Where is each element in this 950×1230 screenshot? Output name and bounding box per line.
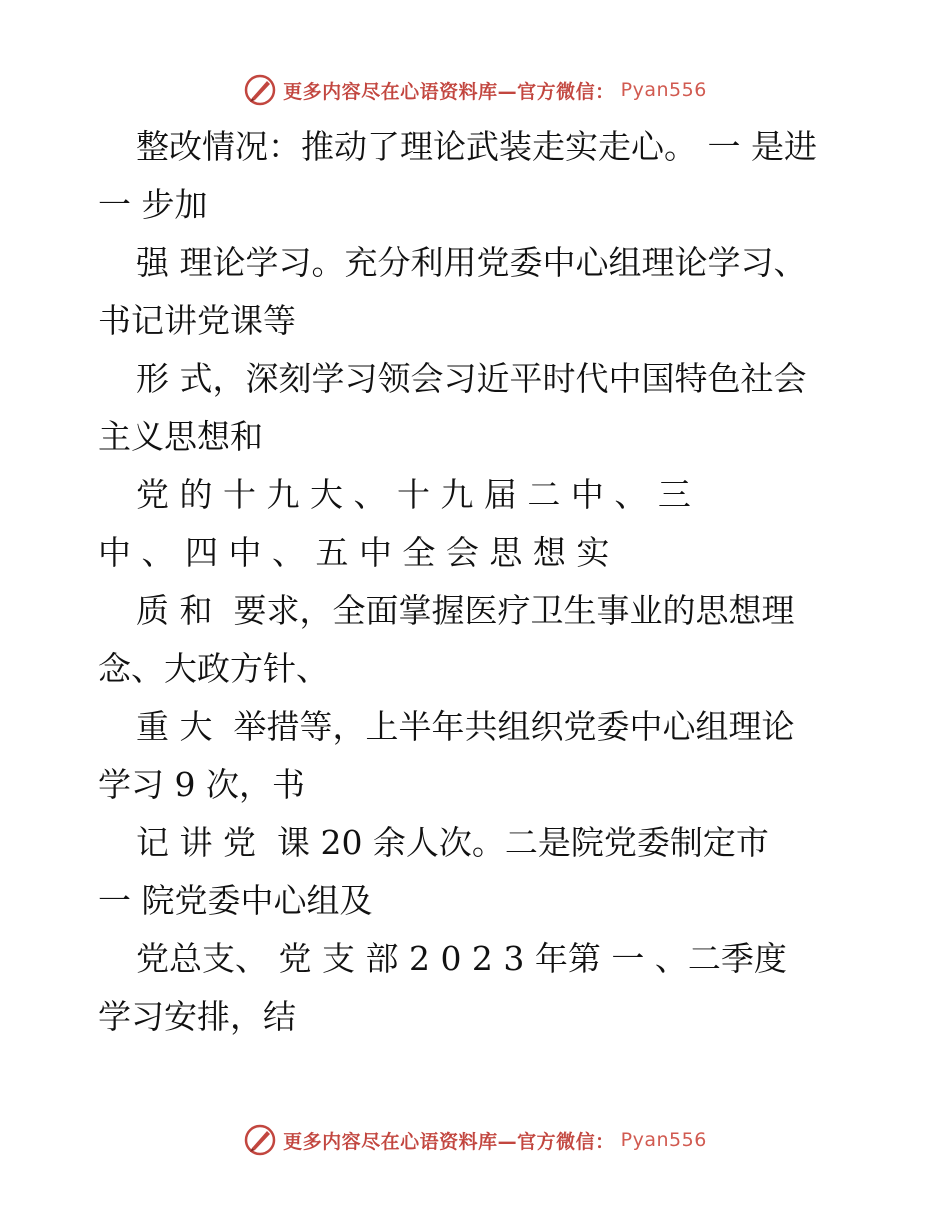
text-line: 记 讲 党 课 20 余人次。二是院党委制定市	[136, 823, 769, 862]
text-line: 党 的 十 九 大 、 十 九 届 二 中 、 三	[136, 475, 691, 514]
text-line: 形 式，深刻学习领会习近平时代中国特色社会	[136, 359, 807, 398]
header-watermark	[0, 70, 950, 110]
watermark-text: 更多内容尽在心语资料库—官方微信：	[283, 1130, 615, 1153]
footer-watermark	[0, 1120, 950, 1160]
text-line: 念、大政方针、	[98, 649, 329, 688]
text-line: 主义思想和	[98, 417, 263, 456]
text-line: 学习 9 次，书	[98, 765, 305, 804]
quill-logo-icon	[243, 1123, 277, 1157]
document-body	[98, 118, 858, 1046]
text-line: 一 院党委中心组及	[98, 881, 373, 920]
text-line: 质 和 要求，全面掌握医疗卫生事业的思想理	[136, 591, 795, 630]
text-line: 学习安排，结	[98, 997, 296, 1036]
quill-logo-icon	[243, 73, 277, 107]
text-line: 强 理论学习。充分利用党委中心组理论学习、	[136, 243, 807, 282]
text-line: 党总支、 党 支 部 2 0 2 3 年第 一 、二季度	[136, 939, 787, 978]
watermark-wechat-id: Pyan556	[620, 79, 707, 101]
watermark-wechat-id: Pyan556	[620, 1129, 707, 1151]
text-line: 整改情况：推动了理论武装走实走心。 一 是进	[136, 127, 817, 166]
text-line: 一 步加	[98, 185, 208, 224]
watermark-text: 更多内容尽在心语资料库—官方微信：	[283, 80, 615, 103]
text-line: 书记讲党课等	[98, 301, 296, 340]
text-line: 重 大 举措等，上半年共组织党委中心组理论	[136, 707, 795, 746]
text-line: 中 、 四 中 、 五 中 全 会 思 想 实	[98, 533, 610, 572]
